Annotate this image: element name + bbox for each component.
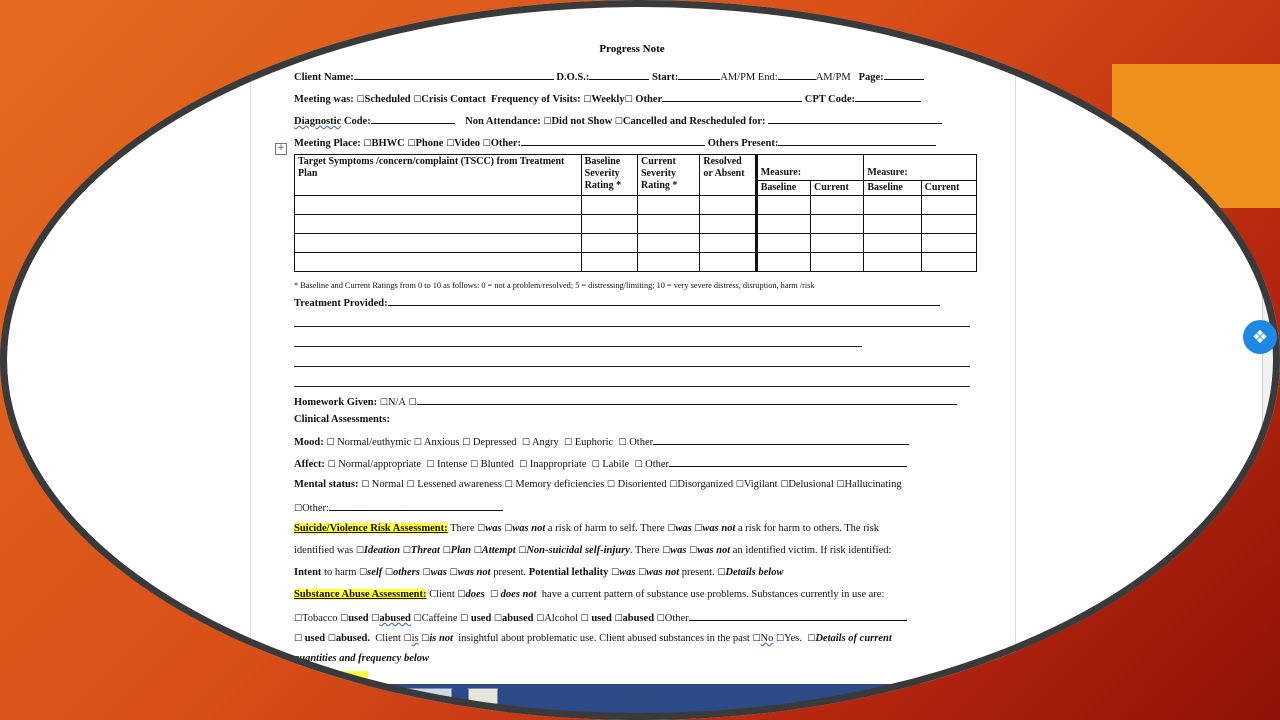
- checkbox-icon[interactable]: ☐: [580, 614, 589, 624]
- non-attendance-label: Non Attendance:: [465, 116, 541, 127]
- measure-1-header: Measure:: [756, 155, 864, 181]
- substance-text: Client: [375, 633, 401, 644]
- checkbox-icon[interactable]: ☐: [638, 568, 647, 578]
- substance-line-1: [294, 589, 884, 600]
- checkbox-icon[interactable]: ☐: [717, 568, 726, 578]
- affect-normal-label: Normal/appropriate: [338, 459, 422, 470]
- client-info-line: [294, 70, 924, 83]
- checkbox-icon[interactable]: ☐: [656, 614, 665, 624]
- tscc-header: Target Symptoms /concern/complaint (TSCC) from Treatment Plan: [295, 155, 582, 196]
- diagnostic-label: Diagnostic: [294, 116, 342, 127]
- mental-hallucinating-label: Hallucinating: [844, 479, 902, 490]
- substance-other-field[interactable]: [689, 611, 907, 621]
- substance-abuse-heading: Substance Abuse Assessment:: [294, 589, 427, 600]
- checkbox-icon[interactable]: ☐: [355, 546, 364, 556]
- treatment-rule[interactable]: [294, 346, 862, 347]
- was-label: was: [675, 523, 692, 534]
- was-label: was: [670, 545, 687, 556]
- is-not-label: is not: [429, 633, 453, 644]
- suicide-text: present.: [493, 567, 527, 578]
- mood-anxious-label: Anxious: [423, 437, 460, 448]
- others-present-field[interactable]: [778, 136, 936, 146]
- checkbox-icon[interactable]: ☐: [363, 139, 372, 149]
- meeting-place-line: [294, 136, 936, 149]
- checkbox-icon[interactable]: ☐: [294, 504, 303, 514]
- affect-labile-label: Labile: [602, 459, 630, 470]
- checkbox-icon[interactable]: ☐: [413, 438, 422, 448]
- frequency-label: Frequency of Visits:: [491, 94, 581, 105]
- checkbox-icon[interactable]: ☐: [583, 95, 592, 105]
- checkbox-icon[interactable]: ☐: [402, 546, 411, 556]
- mental-status-label: Mental status:: [294, 479, 359, 490]
- place-other-label: Other:: [490, 138, 522, 149]
- checkbox-icon[interactable]: ☐: [469, 460, 479, 470]
- page-field[interactable]: [884, 70, 924, 80]
- suicide-text: . There: [629, 545, 660, 556]
- taskbar-app-icon[interactable]: [468, 688, 498, 712]
- mental-status-line: [294, 479, 902, 490]
- page-label: Page:: [858, 72, 884, 83]
- mental-normal-label: Normal: [371, 479, 404, 490]
- checkbox-icon[interactable]: ☐: [752, 634, 761, 644]
- ideation-label: Ideation: [363, 545, 401, 556]
- details-current-label: Details of current: [815, 633, 892, 644]
- checkbox-icon[interactable]: ☐: [294, 634, 303, 644]
- treatment-rule[interactable]: [294, 386, 970, 387]
- was-label: was: [430, 567, 447, 578]
- homework-field[interactable]: [417, 395, 957, 405]
- table-row[interactable]: [295, 253, 977, 272]
- was-not-label: was not: [702, 523, 736, 534]
- was-label: was: [619, 567, 636, 578]
- measure-2-baseline-header: Baseline: [864, 181, 921, 196]
- checkbox-icon[interactable]: ☐: [667, 524, 676, 534]
- mental-other-label: Other:: [302, 503, 329, 514]
- checkbox-icon[interactable]: ☐: [413, 95, 422, 105]
- checkbox-icon[interactable]: ☐: [359, 568, 368, 578]
- crisis-label: Crisis Contact: [421, 94, 486, 105]
- measure-1-baseline-header: Baseline: [756, 181, 810, 196]
- does-label: does: [465, 589, 485, 600]
- meeting-place-label: Meeting Place:: [294, 138, 361, 149]
- attempt-label: Attempt: [481, 545, 516, 556]
- tscc-table: [294, 154, 977, 272]
- checkbox-icon[interactable]: ☐: [694, 524, 703, 534]
- homework-na-label: N/A: [387, 397, 406, 408]
- client-name-field[interactable]: [354, 70, 554, 80]
- suicide-text: to harm: [324, 567, 357, 578]
- no-label: No: [760, 633, 774, 644]
- rating-footnote: * Baseline and Current Ratings from 0 to 10 as follows: 0 = not a problem/resolved; 5 = distressing/limiting; 10 = very severe distress, disruption, harm /risk: [294, 281, 815, 290]
- yes-label: Yes.: [784, 633, 802, 644]
- was-not-label: was not: [697, 545, 731, 556]
- checkbox-icon[interactable]: ☐: [614, 117, 623, 127]
- checkbox-icon[interactable]: ☐: [294, 614, 303, 624]
- details-below-label: Details below: [725, 567, 784, 578]
- table-move-handle-icon[interactable]: +: [275, 143, 287, 155]
- mood-depressed-label: Depressed: [472, 437, 517, 448]
- mental-other-line: [294, 501, 503, 514]
- affect-other-label: Other: [645, 459, 670, 470]
- used-label: used: [304, 633, 326, 644]
- current-severity-header: Current Severity Rating *: [638, 155, 700, 196]
- mood-label: Mood:: [294, 437, 324, 448]
- checkbox-icon[interactable]: ☐: [536, 614, 545, 624]
- checkbox-icon[interactable]: ☐: [407, 139, 416, 149]
- mental-other-field[interactable]: [329, 501, 503, 511]
- mood-other-label: Other: [629, 437, 654, 448]
- checkbox-icon[interactable]: ☐: [379, 398, 388, 408]
- checkbox-icon[interactable]: ☐: [422, 568, 431, 578]
- diagnostic-code-field[interactable]: [371, 114, 455, 124]
- checkbox-icon[interactable]: ☐: [689, 546, 698, 556]
- checkbox-icon[interactable]: ☐: [618, 438, 627, 448]
- checkbox-icon[interactable]: ☐: [776, 634, 785, 644]
- used-label: used: [348, 613, 369, 624]
- suicide-text: present.: [681, 567, 715, 578]
- treatment-field[interactable]: [388, 296, 940, 306]
- checkbox-icon[interactable]: ☐: [504, 524, 513, 534]
- checkbox-icon[interactable]: ☐: [564, 438, 573, 448]
- suicide-text: a risk of harm to self. There: [547, 523, 665, 534]
- mental-disorganized-label: Disorganized: [677, 479, 734, 490]
- substance-other-label: Other: [664, 613, 689, 624]
- suicide-line-3: [294, 567, 783, 578]
- used-label: used: [470, 613, 492, 624]
- plan-label: Plan: [450, 545, 472, 556]
- checkbox-icon[interactable]: ☐: [606, 480, 615, 490]
- was-not-label: was not: [457, 567, 491, 578]
- suicide-line-2: [294, 545, 891, 556]
- treatment-rule[interactable]: [294, 366, 970, 367]
- checkbox-icon[interactable]: ☐: [669, 480, 678, 490]
- used-label: used: [591, 613, 612, 624]
- abused-label: abused.: [335, 633, 370, 644]
- checkbox-icon[interactable]: ☐: [361, 480, 370, 490]
- affect-inappropriate-label: Inappropriate: [529, 459, 587, 470]
- freq-other-label: Other: [635, 94, 663, 105]
- checkbox-icon[interactable]: ☐: [780, 480, 789, 490]
- affect-blunted-label: Blunted: [480, 459, 514, 470]
- freq-other-field[interactable]: [662, 92, 802, 102]
- table-row[interactable]: [295, 215, 977, 234]
- treatment-line: [294, 296, 940, 309]
- checkbox-icon[interactable]: ☐: [371, 614, 380, 624]
- mood-line: [294, 435, 909, 448]
- affect-line: [294, 457, 907, 470]
- phone-label: Phone: [415, 138, 444, 149]
- table-row[interactable]: [295, 234, 977, 253]
- highlight-fragment: [294, 671, 368, 681]
- meeting-line: [294, 92, 921, 105]
- checkbox-icon[interactable]: ☐: [356, 95, 365, 105]
- affect-intense-label: Intense: [436, 459, 468, 470]
- code-label: Code:: [343, 116, 371, 127]
- checkbox-icon[interactable]: ☐: [634, 460, 643, 470]
- checkbox-icon[interactable]: ☐: [807, 634, 816, 644]
- checkbox-icon[interactable]: ☐: [482, 139, 491, 149]
- start-label: Start:: [652, 72, 679, 83]
- end-field[interactable]: [778, 70, 816, 80]
- checkbox-icon[interactable]: ☐: [426, 460, 435, 470]
- cpt-field[interactable]: [855, 92, 921, 102]
- treatment-label: Treatment Provided:: [294, 298, 388, 309]
- checkbox-icon[interactable]: ☐: [457, 590, 466, 600]
- taskbar-app-icon[interactable]: [398, 688, 452, 712]
- cpt-label: CPT Code:: [804, 94, 856, 105]
- lethality-label: Potential lethality: [528, 567, 609, 578]
- checkbox-icon[interactable]: ☐: [327, 460, 336, 470]
- abused-label: abused: [622, 613, 655, 624]
- checkbox-icon[interactable]: ☐: [836, 480, 845, 490]
- checkbox-icon[interactable]: ☐: [413, 614, 422, 624]
- measure-1-current-header: Current: [811, 181, 864, 196]
- checkbox-icon[interactable]: ☐: [460, 614, 469, 624]
- is-label: is: [411, 633, 419, 644]
- others-present-label: Others Present:: [707, 138, 779, 149]
- ampm-end-label: AM/PM End:: [720, 72, 778, 83]
- checkbox-icon[interactable]: ☐: [406, 480, 415, 490]
- cancelled-label: Cancelled and Rescheduled for:: [622, 116, 766, 127]
- mental-lessened-label: Lessened awareness: [417, 479, 503, 490]
- checkbox-icon[interactable]: ☐: [384, 568, 393, 578]
- ampm-label: AM/PM: [815, 72, 851, 83]
- checkbox-icon[interactable]: ☐: [543, 117, 552, 127]
- checkbox-icon[interactable]: ☐: [519, 460, 528, 470]
- weekly-label: Weekly: [591, 94, 625, 105]
- mental-memory-label: Memory deficiencies: [515, 479, 605, 490]
- suicide-text: There: [450, 523, 475, 534]
- suicide-text: a risk for harm to others. The risk: [738, 523, 879, 534]
- mental-delusional-label: Delusional: [788, 479, 834, 490]
- suicide-text: an identified victim. If risk identified:: [732, 545, 892, 556]
- suicide-text: identified was: [294, 545, 354, 556]
- substance-text: Client: [429, 589, 455, 600]
- mood-angry-label: Angry: [531, 437, 559, 448]
- baseline-severity-header: Baseline Severity Rating *: [581, 155, 637, 196]
- vertical-scrollbar[interactable]: [1262, 0, 1280, 720]
- intent-label: Intent: [294, 567, 322, 578]
- checkbox-icon[interactable]: ☐: [624, 95, 633, 105]
- mental-vigilant-label: Vigilant: [743, 479, 778, 490]
- dropbox-icon[interactable]: ❖: [1243, 320, 1277, 354]
- measure-2-current-header: Current: [921, 181, 976, 196]
- was-not-label: was not: [646, 567, 680, 578]
- checkbox-icon[interactable]: ☐: [340, 614, 349, 624]
- checkbox-icon[interactable]: ☐: [442, 546, 451, 556]
- mood-euphoric-label: Euphoric: [574, 437, 614, 448]
- checkbox-icon[interactable]: ☐: [611, 568, 620, 578]
- did-not-show-label: Did not Show: [551, 116, 613, 127]
- checkbox-icon[interactable]: ☐: [408, 398, 417, 408]
- bhwc-label: BHWC: [371, 138, 405, 149]
- place-other-field[interactable]: [521, 136, 705, 146]
- checkbox-icon[interactable]: ☐: [518, 546, 527, 556]
- checkbox-icon[interactable]: ☐: [591, 460, 600, 470]
- was-label: was: [485, 523, 502, 534]
- mood-other-field[interactable]: [653, 435, 909, 445]
- dos-label: D.O.S.:: [556, 72, 590, 83]
- checkbox-icon[interactable]: ☐: [477, 524, 486, 534]
- checkbox-icon[interactable]: ☐: [403, 634, 412, 644]
- meeting-was-label: Meeting was:: [294, 94, 354, 105]
- checkbox-icon[interactable]: ☐: [473, 546, 482, 556]
- tobacco-label: Tobacco: [302, 613, 338, 624]
- abused-label: abused: [379, 613, 411, 624]
- checkbox-icon[interactable]: ☐: [421, 634, 430, 644]
- non-suicidal-label: Non-suicidal self-injury: [526, 545, 630, 556]
- affect-label: Affect:: [294, 459, 325, 470]
- abused-label: abused: [502, 613, 534, 624]
- substance-text: insightful about problematic use. Client abused substances in the past: [458, 633, 750, 644]
- start-field[interactable]: [678, 70, 720, 80]
- checkbox-icon[interactable]: ☐: [614, 614, 623, 624]
- checkbox-icon[interactable]: ☐: [493, 614, 502, 624]
- checkbox-icon[interactable]: ☐: [446, 139, 455, 149]
- rescheduled-field[interactable]: [768, 114, 942, 124]
- substance-line-4: quantities and frequency below: [294, 653, 430, 664]
- checkbox-icon[interactable]: ☐: [326, 438, 335, 448]
- resolved-header: Resolved or Absent: [700, 155, 756, 196]
- measure-2-header: Measure:: [864, 155, 977, 181]
- scheduled-label: Scheduled: [364, 94, 411, 105]
- does-not-label: does not: [500, 589, 537, 600]
- suicide-line-1: [294, 523, 879, 534]
- checkbox-icon[interactable]: ☐: [449, 568, 458, 578]
- homework-line: [294, 395, 957, 408]
- document-title: Progress Note: [599, 43, 665, 55]
- checkbox-icon[interactable]: ☐: [504, 480, 513, 490]
- substance-line-3: [294, 633, 892, 644]
- diagnostic-line: [294, 114, 942, 127]
- clinical-assessments-heading: Clinical Assessments:: [294, 414, 390, 425]
- checkbox-icon[interactable]: ☐: [735, 480, 744, 490]
- self-label: self: [367, 567, 383, 578]
- dos-field[interactable]: [589, 70, 649, 80]
- treatment-rule[interactable]: [294, 326, 970, 327]
- substance-text: have a current pattern of substance use problems. Substances currently in use are:: [541, 589, 885, 600]
- client-name-label: Client Name:: [294, 72, 354, 83]
- homework-label: Homework Given:: [294, 397, 378, 408]
- threat-label: Threat: [410, 545, 440, 556]
- taskbar: [0, 684, 1280, 720]
- suicide-risk-heading: Suicide/Violence Risk Assessment:: [294, 523, 448, 534]
- alcohol-label: Alcohol: [544, 613, 579, 624]
- checkbox-icon[interactable]: ☐: [521, 438, 530, 448]
- others-label: others: [393, 567, 420, 578]
- video-label: Video: [454, 138, 481, 149]
- was-not-label: was not: [512, 523, 546, 534]
- mental-disoriented-label: Disoriented: [617, 479, 667, 490]
- substance-line-2: [294, 611, 907, 624]
- affect-other-field[interactable]: [669, 457, 907, 467]
- caffeine-label: Caffeine: [421, 613, 458, 624]
- checkbox-icon[interactable]: ☐: [462, 438, 471, 448]
- table-row[interactable]: [295, 196, 977, 215]
- checkbox-icon[interactable]: ☐: [489, 590, 499, 600]
- checkbox-icon[interactable]: ☐: [662, 546, 671, 556]
- checkbox-icon[interactable]: ☐: [327, 634, 336, 644]
- mood-normal-label: Normal/euthymic: [337, 437, 412, 448]
